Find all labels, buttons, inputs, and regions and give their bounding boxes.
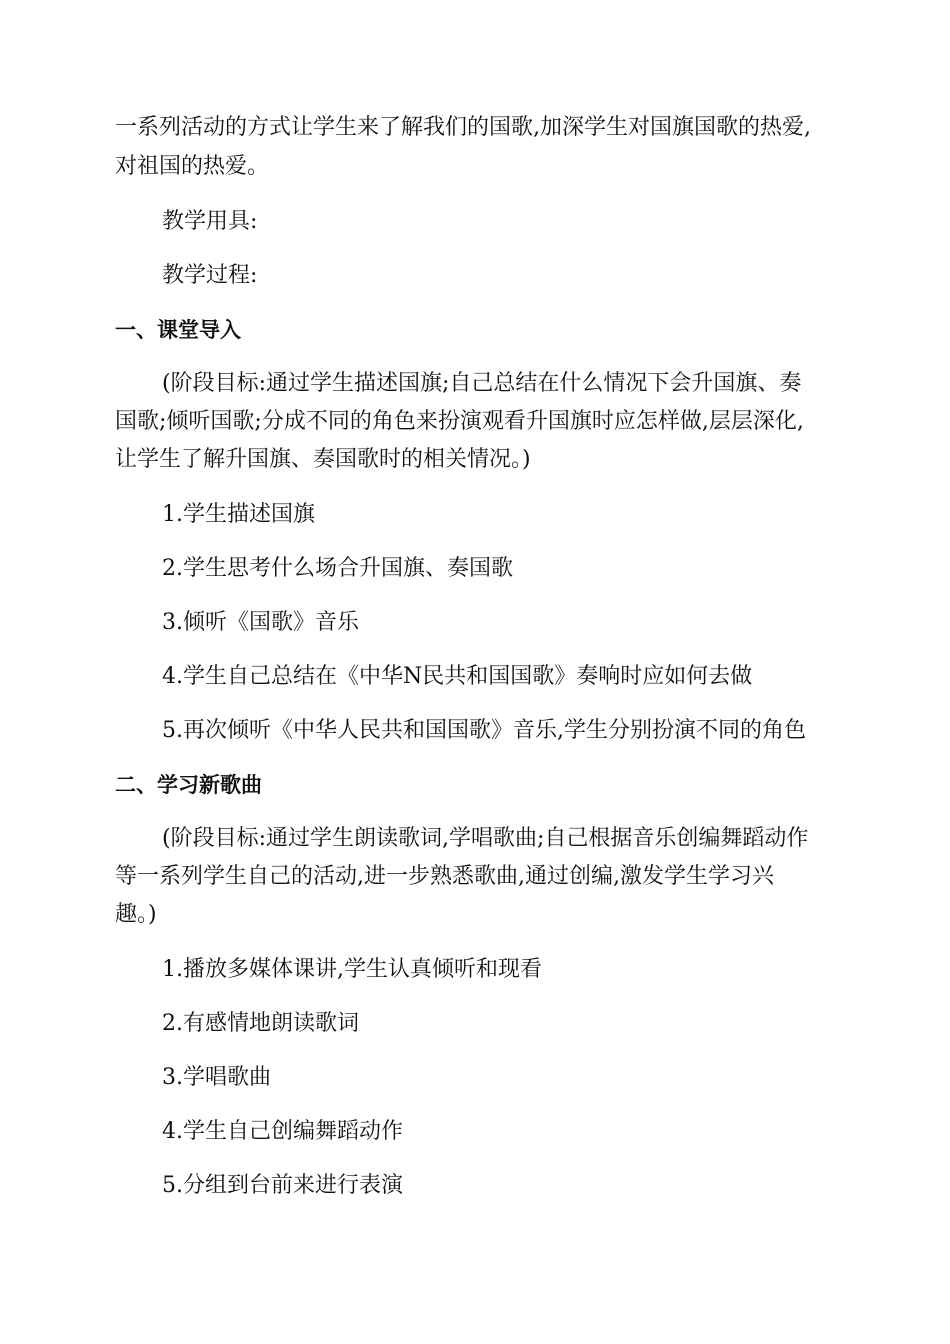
section-1-goal-line-3: 让学生了解升国旗、奏国歌时的相关情况。)	[115, 447, 531, 472]
section-2-item-3: 3.学唱歌曲	[162, 1065, 271, 1090]
section-2-goal-line-3: 趣。)	[115, 902, 157, 927]
section-2-item-4: 4.学生自己创编舞蹈动作	[162, 1119, 403, 1144]
section-1-heading: 一、课堂导入	[115, 318, 241, 342]
teaching-process-label: 教学过程:	[162, 263, 258, 288]
section-1-item-3: 3.倾听《国歌》音乐	[162, 610, 359, 635]
section-1-goal-line-2: 国歌;倾听国歌;分成不同的角色来扮演观看升国旗时应怎样做,层层深化,	[115, 409, 804, 434]
section-1-item-4: 4.学生自己总结在《中华N民共和国国歌》奏响时应如何去做	[162, 664, 753, 689]
section-2-heading: 二、学习新歌曲	[115, 773, 262, 797]
section-2-item-5: 5.分组到台前来进行表演	[162, 1173, 403, 1198]
teaching-tools-label: 教学用具:	[162, 209, 258, 234]
section-2-item-2: 2.有感情地朗读歌词	[162, 1011, 359, 1036]
section-2-item-1: 1.播放多媒体课讲,学生认真倾听和现看	[162, 957, 542, 982]
section-1-item-5: 5.再次倾听《中华人民共和国国歌》音乐,学生分别扮演不同的角色	[162, 718, 806, 743]
intro-line-1: 一系列活动的方式让学生来了解我们的国歌,加深学生对国旗国歌的热爱,	[115, 115, 811, 140]
section-1-goal-line-1: (阶段目标:通过学生描述国旗;自己总结在什么情况下会升国旗、奏	[162, 371, 802, 396]
section-1-item-2: 2.学生思考什么场合升国旗、奏国歌	[162, 556, 513, 581]
section-2-goal-line-1: (阶段目标:通过学生朗读歌词,学唱歌曲;自己根据音乐创编舞蹈动作	[162, 826, 809, 851]
intro-line-2: 对祖国的热爱。	[115, 154, 270, 179]
section-1-item-1: 1.学生描述国旗	[162, 502, 315, 527]
section-2-goal-line-2: 等一系列学生自己的活动,进一步熟悉歌曲,通过创编,激发学生学习兴	[115, 864, 774, 889]
